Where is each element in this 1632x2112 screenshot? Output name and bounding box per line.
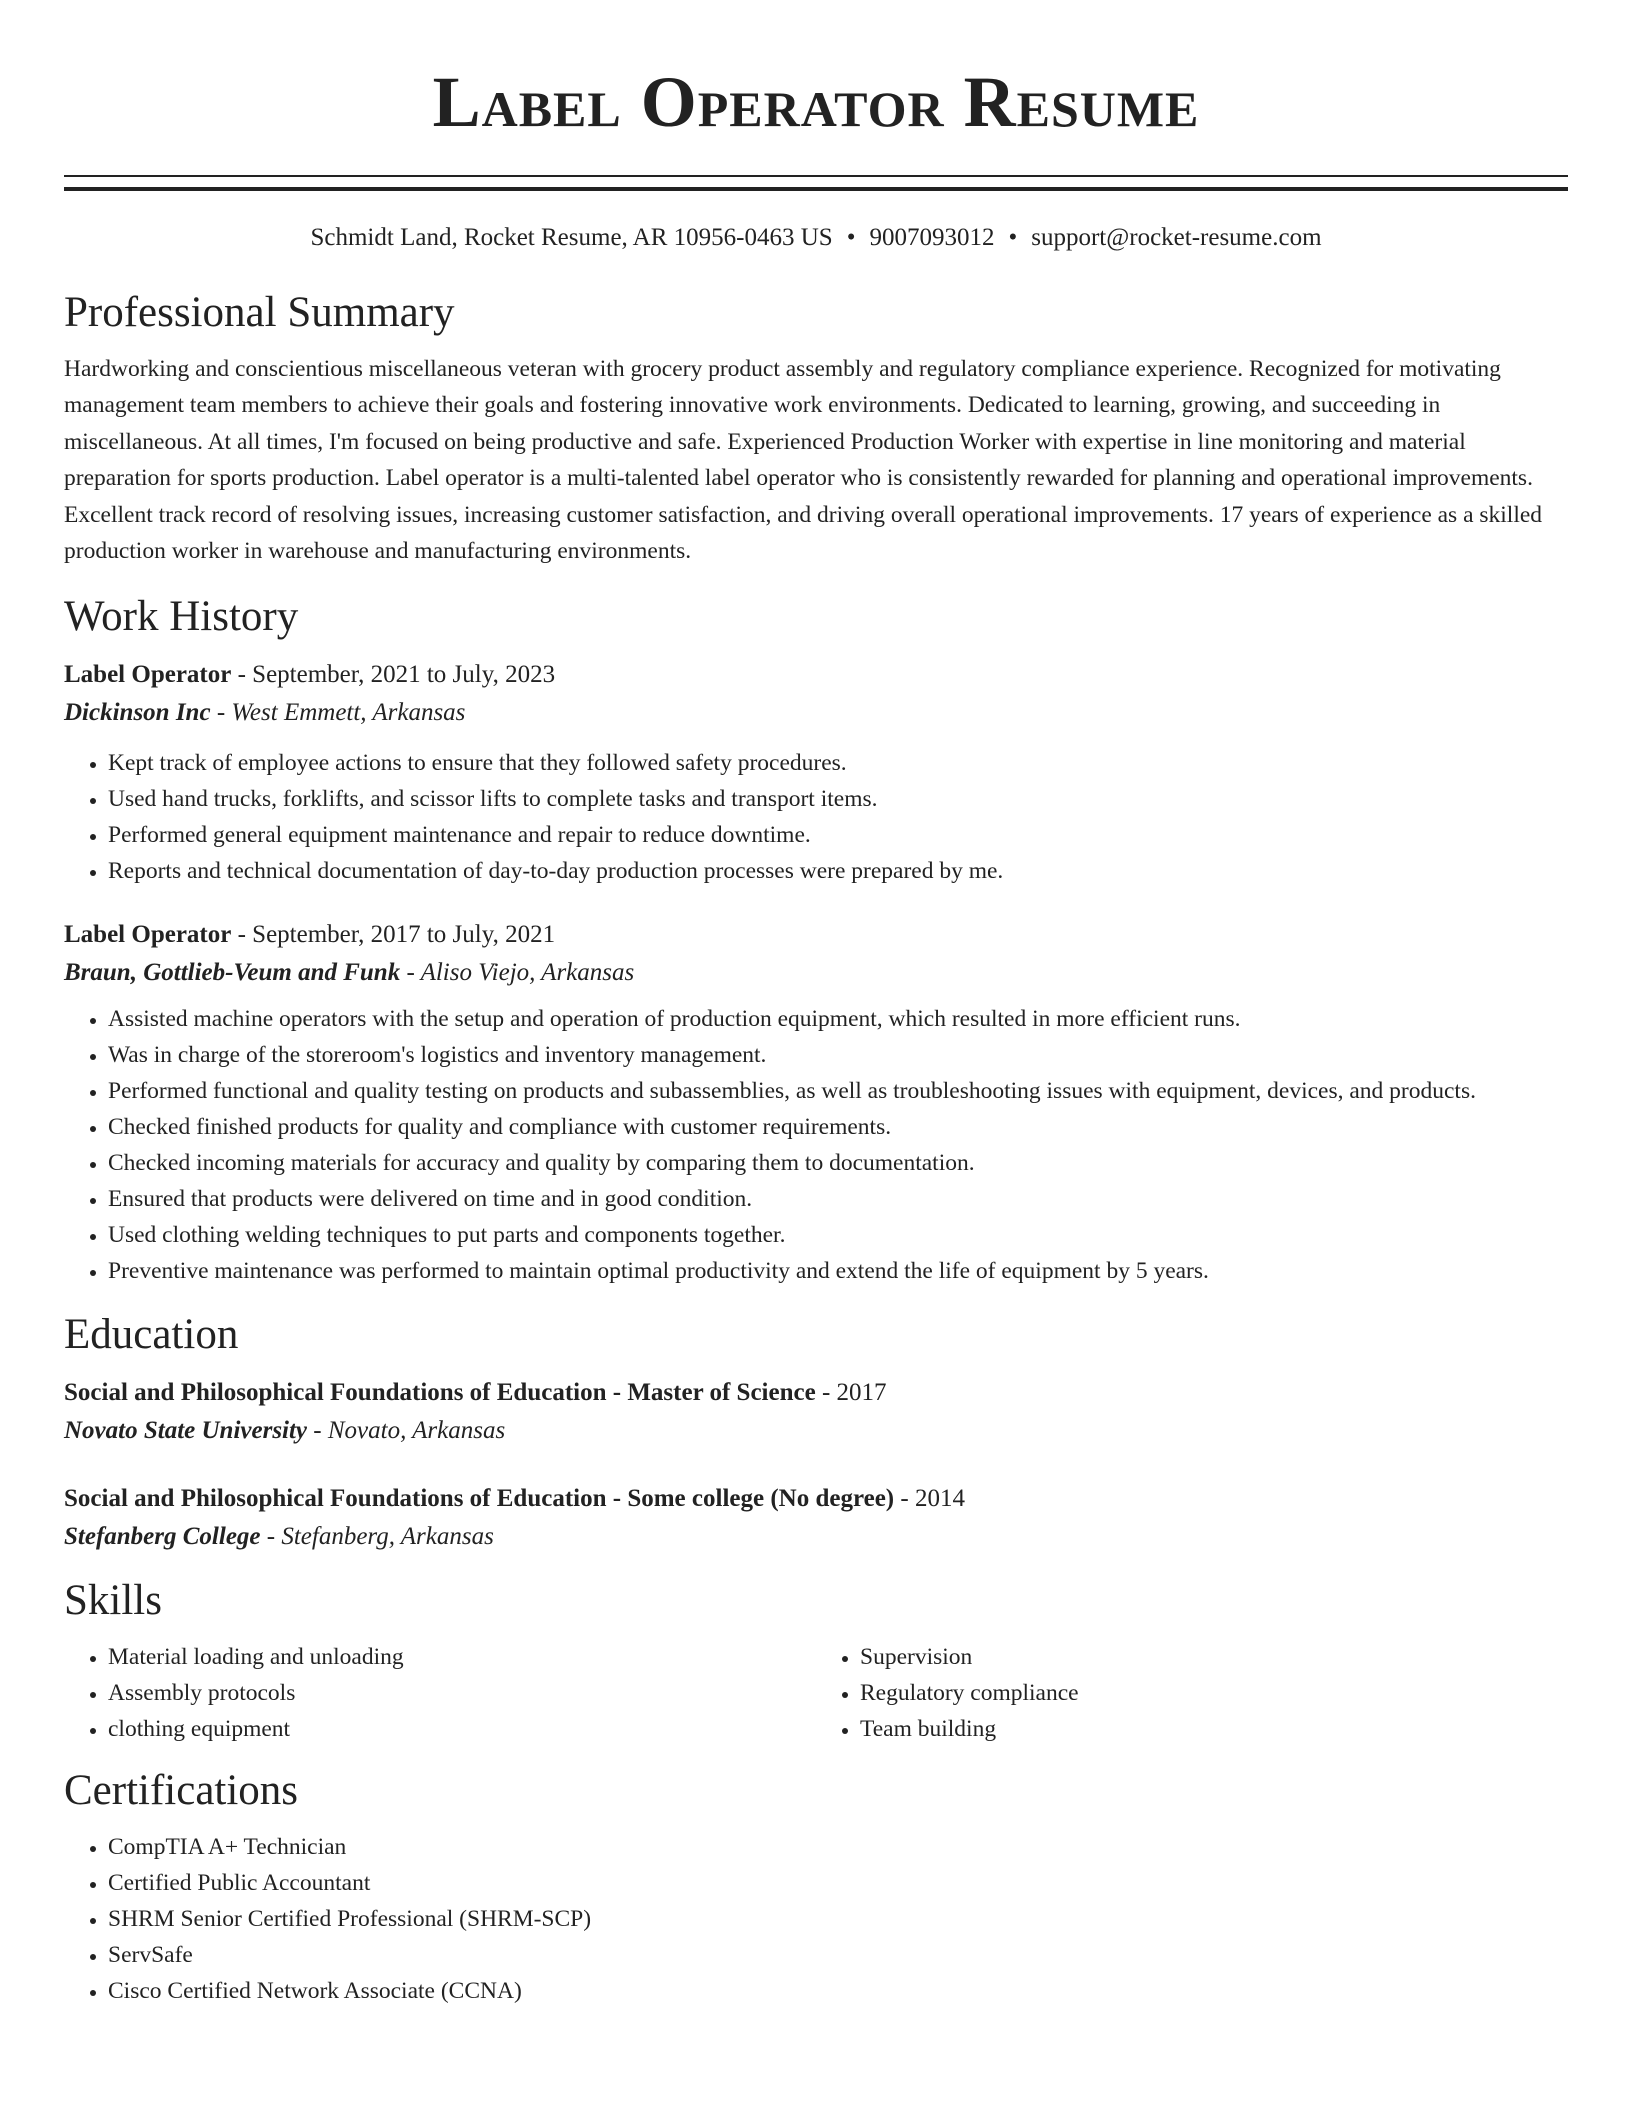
education-entry bbox=[64, 1481, 1568, 1557]
section-heading-certifications: Certifications bbox=[64, 1767, 299, 1815]
list-item: • Preventive maintenance was performed to maintain optimal productivity and extend the life of equipment by 5 years. bbox=[108, 1253, 1568, 1289]
job-employer bbox=[64, 953, 1568, 993]
education-entry bbox=[64, 1375, 1568, 1451]
education-heading bbox=[64, 1375, 1568, 1411]
job-employer bbox=[64, 693, 1568, 733]
education-degree: Social and Philosophical Foundations of Education - Some college (No degree) bbox=[64, 1485, 895, 1513]
job-duties-list bbox=[64, 1001, 1568, 1289]
skills-list bbox=[64, 1639, 1568, 1747]
section-heading-work-history: Work History bbox=[64, 593, 299, 641]
job-duties-list bbox=[64, 745, 1568, 889]
list-item: • Was in charge of the storeroom's logistics and inventory management. bbox=[108, 1037, 1568, 1073]
job-company: Braun, Gottlieb-Veum and Funk bbox=[64, 959, 401, 987]
education-school-line bbox=[64, 1517, 1568, 1557]
contact-phone: 9007093012 bbox=[869, 224, 995, 251]
certification-item: • Certified Public Accountant bbox=[108, 1865, 1568, 1901]
skills-list-right bbox=[816, 1639, 1568, 1747]
job-heading bbox=[64, 917, 1568, 953]
skill-item: • Material loading and unloading bbox=[108, 1639, 816, 1675]
certification-item: • ServSafe bbox=[108, 1937, 1568, 1973]
education-year: - 2017 bbox=[815, 1379, 887, 1407]
certification-item: • Cisco Certified Network Associate (CCNA) bbox=[108, 1973, 1568, 2009]
contact-separator: • bbox=[1008, 224, 1018, 251]
certification-item: • CompTIA A+ Technician bbox=[108, 1829, 1568, 1865]
job-location: - Aliso Viejo, Arkansas bbox=[400, 959, 635, 987]
job-company: Dickinson Inc bbox=[64, 699, 211, 727]
job-dates: - September, 2017 to July, 2021 bbox=[231, 921, 556, 949]
education-school-line bbox=[64, 1411, 1568, 1451]
job-title: Label Operator bbox=[64, 921, 232, 949]
job-entry bbox=[64, 657, 1568, 889]
skill-item: • Team building bbox=[860, 1711, 1568, 1747]
title-divider bbox=[64, 175, 1568, 191]
list-item: • Checked finished products for quality and compliance with customer requirements. bbox=[108, 1109, 1568, 1145]
section-heading-skills: Skills bbox=[64, 1577, 162, 1625]
list-item: • Reports and technical documentation of day-to-day production processes were prepared by me. bbox=[108, 853, 1568, 889]
education-year: - 2014 bbox=[894, 1485, 965, 1513]
job-title: Label Operator bbox=[64, 661, 232, 689]
list-item: • Performed general equipment maintenance and repair to reduce downtime. bbox=[108, 817, 1568, 853]
education-location: - Novato, Arkansas bbox=[307, 1417, 506, 1445]
education-school: Stefanberg College bbox=[64, 1523, 261, 1551]
job-entry bbox=[64, 917, 1568, 1289]
list-item: • Kept track of employee actions to ensure that they followed safety procedures. bbox=[108, 745, 1568, 781]
skill-item: • Supervision bbox=[860, 1639, 1568, 1675]
contact-separator: • bbox=[846, 224, 856, 251]
contact-line bbox=[64, 221, 1568, 255]
education-degree: Social and Philosophical Foundations of Education - Master of Science bbox=[64, 1379, 816, 1407]
education-heading bbox=[64, 1481, 1568, 1517]
resume-title: Label Operator Resume bbox=[432, 62, 1200, 142]
education-school: Novato State University bbox=[64, 1417, 308, 1445]
list-item: • Used clothing welding techniques to put parts and components together. bbox=[108, 1217, 1568, 1253]
certification-item: • SHRM Senior Certified Professional (SHRM-SCP) bbox=[108, 1901, 1568, 1937]
skills-list-left bbox=[64, 1639, 816, 1747]
skill-item: • clothing equipment bbox=[108, 1711, 816, 1747]
summary-paragraph: Hardworking and conscientious miscellaneous veteran with grocery product assembly and regulatory compliance experience. Recognized for motivating management team members to achieve their goals and fostering innovative work environments. Dedicated to learning, growing, and succeeding in miscellaneous. At all times, I'm focused on being productive and safe. Experienced Production Worker with expertise in line monitoring and material preparation for sports production. Label operator is a multi-talented label operator who is consistently rewarded for planning and operational improvements. Excellent track record of resolving issues, increasing customer satisfaction, and driving overall operational improvements. 17 years of experience as a skilled production worker in warehouse and manufacturing environments. bbox=[64, 356, 1543, 565]
education-location: - Stefanberg, Arkansas bbox=[260, 1523, 494, 1551]
job-heading bbox=[64, 657, 1568, 693]
job-dates: - September, 2021 to July, 2023 bbox=[231, 661, 556, 689]
section-heading-summary: Professional Summary bbox=[64, 289, 455, 336]
certifications-list bbox=[64, 1829, 1568, 2009]
contact-address: Schmidt Land, Rocket Resume, AR 10956-0463 US bbox=[310, 224, 833, 251]
list-item: • Assisted machine operators with the setup and operation of production equipment, which resulted in more efficient runs. bbox=[108, 1001, 1568, 1037]
job-location: - West Emmett, Arkansas bbox=[210, 699, 466, 727]
skill-item: • Regulatory compliance bbox=[860, 1675, 1568, 1711]
skills-column-right bbox=[816, 1639, 1568, 1747]
list-item: • Checked incoming materials for accuracy and quality by comparing them to documentation. bbox=[108, 1145, 1568, 1181]
list-item: • Performed functional and quality testing on products and subassemblies, as well as troubleshooting issues with equipment, devices, and products. bbox=[108, 1073, 1568, 1109]
list-item: • Ensured that products were delivered on time and in good condition. bbox=[108, 1181, 1568, 1217]
contact-email: support@rocket-resume.com bbox=[1031, 224, 1322, 251]
skills-column-left bbox=[64, 1639, 816, 1747]
list-item: • Used hand trucks, forklifts, and scissor lifts to complete tasks and transport items. bbox=[108, 781, 1568, 817]
section-heading-education: Education bbox=[64, 1311, 239, 1359]
skill-item: • Assembly protocols bbox=[108, 1675, 816, 1711]
